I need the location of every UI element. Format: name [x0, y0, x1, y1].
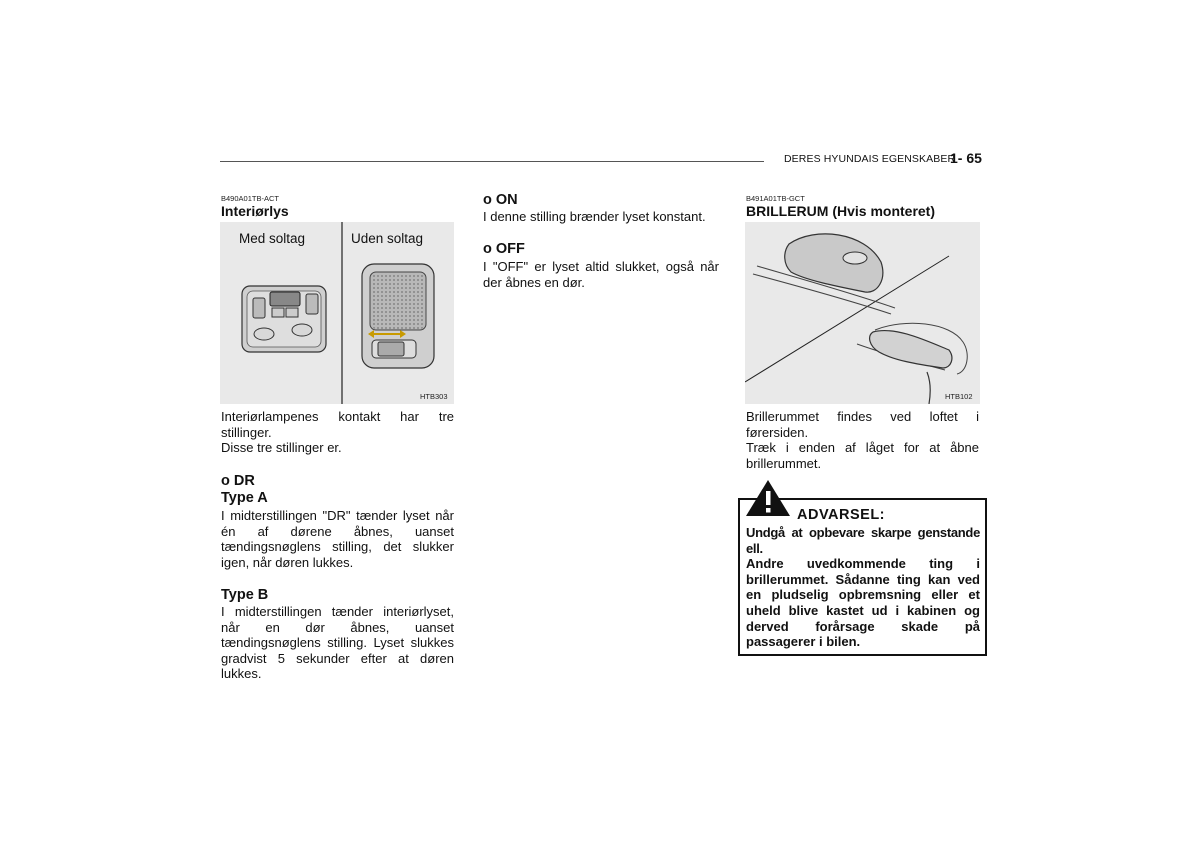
warning-triangle-icon — [744, 478, 792, 518]
col3-text-1: Brillerummet findes ved loftet i førersiden. — [746, 409, 979, 440]
off-heading: o OFF — [483, 241, 525, 257]
section-code: B490A01TB-ACT — [221, 194, 279, 203]
figure-id: HTB303 — [420, 392, 448, 401]
type-b-heading: Type B — [221, 587, 269, 603]
type-a-heading: Type A — [221, 490, 268, 506]
header-rule — [220, 161, 764, 162]
section-heading-2: BRILLERUM (Hvis monteret) — [746, 203, 936, 219]
on-text: I denne stilling brænder lyset konstant. — [483, 209, 706, 224]
interior-light-figure — [220, 222, 454, 404]
section-title: DERES HYUNDAIS EGENSKABER — [784, 153, 956, 165]
type-a-text: I midterstillingen "DR" tænder lyset når én af dørene åbnes, uanset tændingsnøglens stilling, det slukker igen, når døren lukkes. — [221, 508, 454, 570]
warning-text — [746, 525, 980, 650]
col3-text-2: Træk i enden af låget for at åbne brillerummet. — [746, 440, 979, 471]
warning-line-2: Andre uvedkommende ting i brillerummet. Sådanne ting kan ved en pludselig opbremsning eller et uheld blive kastet ud i kabinen og derved forårsage skade på passagerer i bilen. — [746, 556, 980, 650]
dr-heading: o DR — [221, 473, 255, 489]
section-heading: Interiørlys — [221, 203, 289, 219]
warning-line-1: Undgå at opbevare skarpe genstande ell. — [746, 525, 980, 556]
lamp-without-sunroof-drawing — [362, 264, 434, 368]
figure-label-with-sunroof: Med soltag — [239, 231, 306, 246]
figure-label-without-sunroof: Uden soltag — [351, 231, 424, 246]
figure-id-2: HTB102 — [945, 392, 973, 401]
on-heading: o ON — [483, 192, 518, 208]
type-b-text: I midterstillingen tænder interiørlyset, når en dør åbnes, uanset tændingsnøglens stilling. Lyset slukkes gradvist 5 sekunder efter at døren lukkes. — [221, 604, 454, 682]
sunglass-holder-figure — [745, 222, 980, 404]
section-code-2: B491A01TB-GCT — [746, 194, 805, 203]
intro-line-1: Interiørlampenes kontakt har tre stillinger. — [221, 409, 454, 440]
intro-line-2: Disse tre stillinger er. — [221, 440, 342, 455]
lamp-with-sunroof-drawing — [242, 286, 326, 352]
warning-title: ADVARSEL: — [797, 507, 886, 523]
page-number: 1- 65 — [950, 150, 982, 166]
off-text: I "OFF" er lyset altid slukket, også når der åbnes en dør. — [483, 259, 719, 290]
